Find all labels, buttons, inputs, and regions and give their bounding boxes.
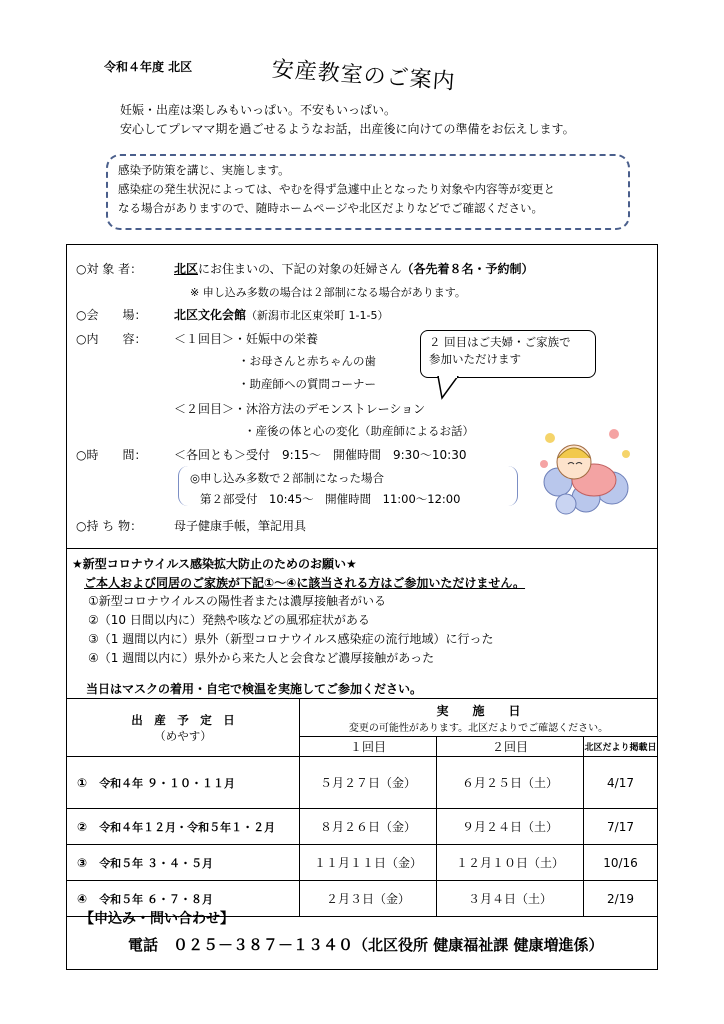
content-1-head: ＜１回目＞・妊娠中の栄養 [174, 332, 319, 346]
covid-item-1: ①新型コロナウイルスの陽性者または濃厚接触者がいる [88, 594, 387, 608]
covid-item-3: ③（1 週間以内に）県外（新型コロナウイルス感染症の流行地域）に行った [88, 632, 494, 646]
contact-title: 【申込み・問い合わせ】 [80, 911, 234, 927]
target-note: ※ 申し込み多数の場合は２部制になる場合があります。 [190, 286, 466, 299]
notice-line-1: 感染予防策を講じ、実施します。 [118, 163, 290, 177]
time-label: ○時 間： [76, 448, 147, 462]
due-header: 出 産 予 定 日 （めやす） [67, 699, 300, 757]
notice-line-2: 感染症の発生状況によっては、やむを得ず急遽中止となったり対象や内容等が変更と [118, 182, 555, 196]
col-first: １回目 [300, 737, 437, 757]
target-bold: （各先着８名・予約制） [401, 262, 534, 276]
venue-name: 北区文化会館 [174, 308, 247, 322]
content-1-c: ・助産師への質問コーナー [238, 377, 376, 391]
covid-item-2: ②（10 日間以内に）発熱や咳などの風邪症状がある [88, 613, 370, 627]
content-2-head: ＜２回目＞・沐浴方法のデモンストレーション [174, 402, 426, 416]
target-text: にお住まいの、下記の対象の妊婦さん [198, 262, 402, 276]
table-row: ③ 令和５年 ３・４・５月 １１月１１日（金） １２月１０日（土） 10/16 [67, 845, 658, 881]
baby-illustration-icon [536, 424, 636, 518]
venue-label: ○会 場： [76, 308, 147, 322]
col-second: ２回目 [437, 737, 584, 757]
col-publication: 北区だより掲載日 [584, 737, 658, 757]
content-1-b: ・お母さんと赤ちゃんの歯 [238, 354, 376, 368]
venue-value [174, 306, 388, 323]
divider [66, 548, 658, 549]
bubble-tail-icon [436, 376, 466, 400]
mask-note: 当日はマスクの着用・自宅で検温を実施してご参加ください。 [86, 682, 423, 696]
family-speech-bubble [420, 330, 596, 378]
content-2-b: ・産後の体と心の変化（助産師によるお話） [244, 424, 474, 438]
content-label: ○内 容： [76, 332, 147, 346]
target-ward: 北区 [174, 262, 199, 276]
time-text: ＜各回とも＞受付 9:15～ 開催時間 9:30～10:30 [174, 448, 467, 462]
implementation-header: 実 施 日 変更の可能性があります。北区だよりでご確認ください。 [300, 699, 658, 737]
schedule-table [66, 698, 658, 917]
target-label: ○対 象 者： [76, 262, 143, 276]
covid-item-4: ④（1 週間以内に）県外から来た人と会食など濃厚接触があった [88, 651, 435, 665]
table-row: ④ 令和５年 ６・７・８月 ２月３日（金） ３月４日（土） 2/19 [67, 881, 658, 917]
bubble-line-2: 参加いただけます [429, 352, 521, 366]
intro-line-1: 妊娠・出産は楽しみもいっぱい。不安もいっぱい。 [120, 103, 397, 117]
time-alt-1: ◎申し込み多数で２部制になった場合 [190, 471, 385, 485]
time-alt-2: 第２部受付 10:45～ 開催時間 11:00～12:00 [200, 492, 461, 506]
target-value [174, 260, 534, 277]
intro-line-2: 安心してプレママ期を過ごせるようなお話，出産後に向けての準備をお伝えします。 [120, 122, 575, 136]
year-ward-label: 令和４年度 北区 [104, 60, 193, 74]
venue-address: （新潟市北区東栄町 1-1-5） [246, 309, 389, 322]
page-title: 安産教室のご案内 [270, 57, 457, 95]
table-row: ① 令和４年 ９・１０・１１月 ５月２７日（金） ６月２５日（土） 4/17 [67, 757, 658, 809]
contact-phone: 電話 ０２５－３８７－１３４０（北区役所 健康福祉課 健康増進係） [128, 936, 604, 954]
bubble-line-1: ２ 回目はご夫婦・ご家族で [429, 335, 571, 349]
covid-warning: ご本人および同居のご家族が下記①～④に該当される方はご参加いただけません。 [84, 576, 526, 590]
bring-label: ○持 ち 物： [76, 519, 143, 533]
table-row: ② 令和４年１２月・令和５年１・２月 ８月２６日（金） ９月２４日（土） 7/17 [67, 809, 658, 845]
covid-title: ★新型コロナウイルス感染拡大防止のためのお願い★ [72, 557, 357, 571]
notice-line-3: なる場合がありますので、随時ホームページや北区だよりなどでご確認ください。 [118, 201, 544, 215]
bring-text: 母子健康手帳，筆記用具 [174, 519, 307, 533]
